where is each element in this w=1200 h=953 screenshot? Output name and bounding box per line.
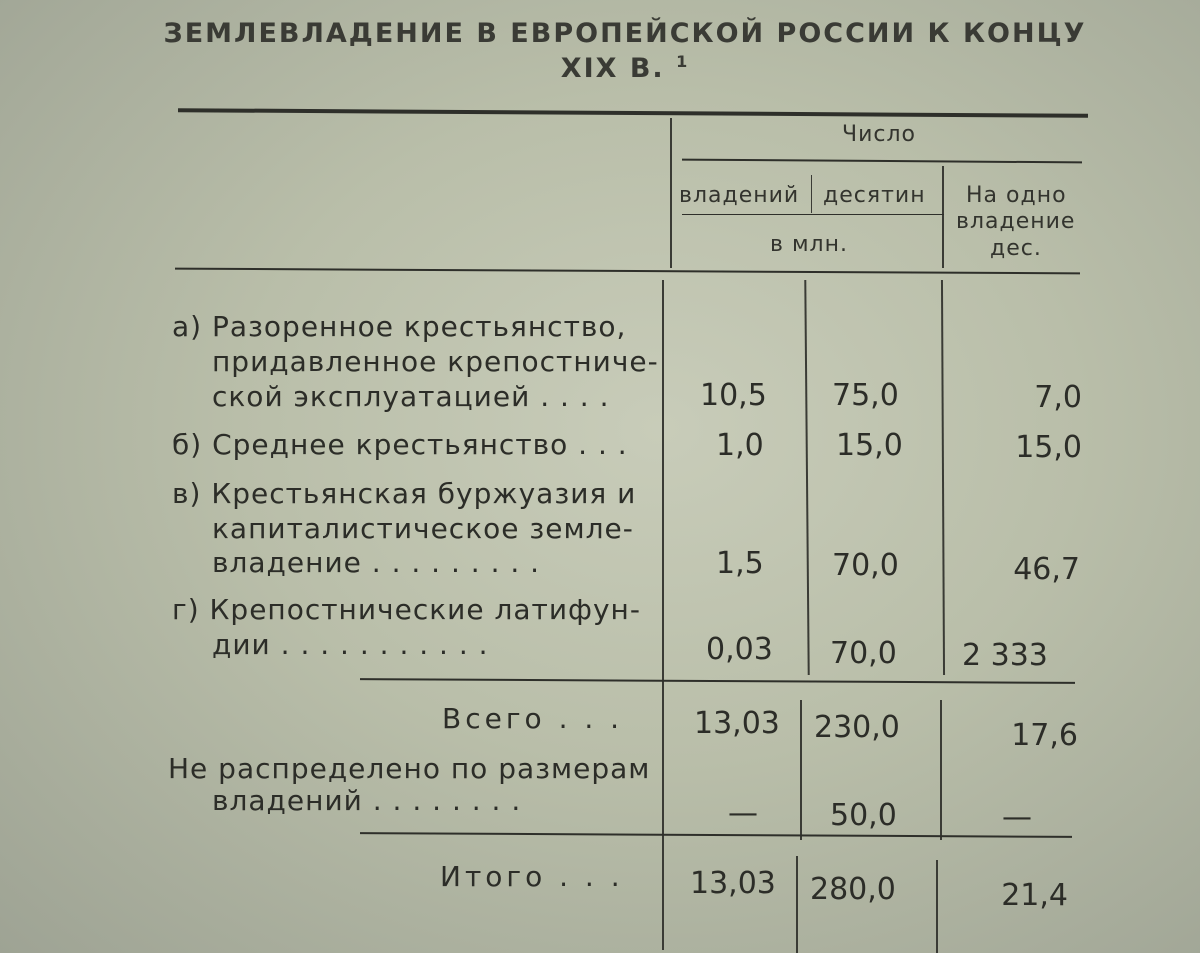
subtotal-desyatins: 230,0 [814,710,900,745]
subtotal-label: Всего . . . [442,702,624,735]
header-col-desyatins: десятин [823,183,926,208]
row-b-label: б) Среднее крестьянство . . . [172,428,628,461]
row-c-desyatins: 70,0 [832,548,899,583]
row-d-desyatins: 70,0 [830,636,897,671]
total-divider-2 [936,860,938,953]
table-title-line2 [150,52,1100,84]
total-divider-1 [796,856,798,953]
row-c-label-1: в) Крестьянская буржуазия и [172,477,637,510]
header-col-divider-2 [942,166,944,268]
subtotal-holdings: 13,03 [694,706,780,741]
undistributed-per-holding: — [1002,800,1032,835]
header-group-label: Число [842,122,916,147]
row-a-desyatins: 75,0 [832,378,899,413]
undistributed-label-1: Не распределено по размерам [168,752,651,785]
table-title-century: XIX В. [560,53,665,84]
header-unit: в млн. [770,232,848,257]
top-rule [178,108,1088,118]
table-title-line1: ЗЕМЛЕВЛАДЕНИЕ В ЕВРОПЕЙСКОЙ РОССИИ К КОНЦУ [163,18,1087,49]
total-rule [360,832,1072,838]
total-holdings: 13,03 [690,866,776,901]
total-desyatins: 280,0 [810,872,896,907]
row-c-label-2: капиталистическое земле- [212,512,634,545]
header-per-holding-l2: владение [956,209,1076,234]
row-a-label-3: ской эксплуатацией . . . . [212,380,610,413]
row-d-label-2: дии . . . . . . . . . . . [212,628,489,661]
subtotal-divider-1 [800,700,802,840]
body-divider-desyatins [941,280,945,675]
undistributed-desyatins: 50,0 [830,798,897,833]
body-divider-label [662,280,664,950]
row-d-holdings: 0,03 [706,632,773,667]
header-col-holdings: владений [679,183,800,208]
total-per-holding: 21,4 [1001,878,1068,913]
header-bottom-rule [175,268,1080,275]
header-divider [670,118,672,268]
header-group-rule [682,159,1082,164]
total-label: Итого . . . [440,860,624,893]
row-a-label-1: а) Разоренное крестьянство, [172,310,627,343]
undistributed-holdings: — [728,796,758,831]
row-b-per-holding: 15,0 [1015,430,1082,465]
subtotal-divider-2 [940,700,942,840]
row-c-holdings: 1,5 [716,546,764,581]
row-a-label-2: придавленное крепостниче- [212,345,659,378]
row-c-label-3: владение . . . . . . . . . [212,546,541,579]
subtotal-rule [360,678,1075,684]
header-col-divider [811,175,812,213]
row-d-per-holding: 2 333 [962,638,1048,673]
row-b-holdings: 1,0 [716,428,764,463]
row-a-holdings: 10,5 [700,378,767,413]
footnote-mark: 1 [676,52,690,71]
undistributed-label-2: владений . . . . . . . . [212,784,522,817]
header-per-holding-l3: дес. [990,236,1042,261]
row-d-label-1: г) Крепостнические латифун- [172,593,641,626]
row-c-per-holding: 46,7 [1013,552,1080,587]
subtotal-per-holding: 17,6 [1011,718,1078,753]
header-per-holding-l1: На одно [966,183,1067,208]
row-b-desyatins: 15,0 [836,428,903,463]
header-unit-rule [682,214,944,215]
row-a-per-holding: 7,0 [1034,380,1082,415]
body-divider-holdings [804,280,809,675]
